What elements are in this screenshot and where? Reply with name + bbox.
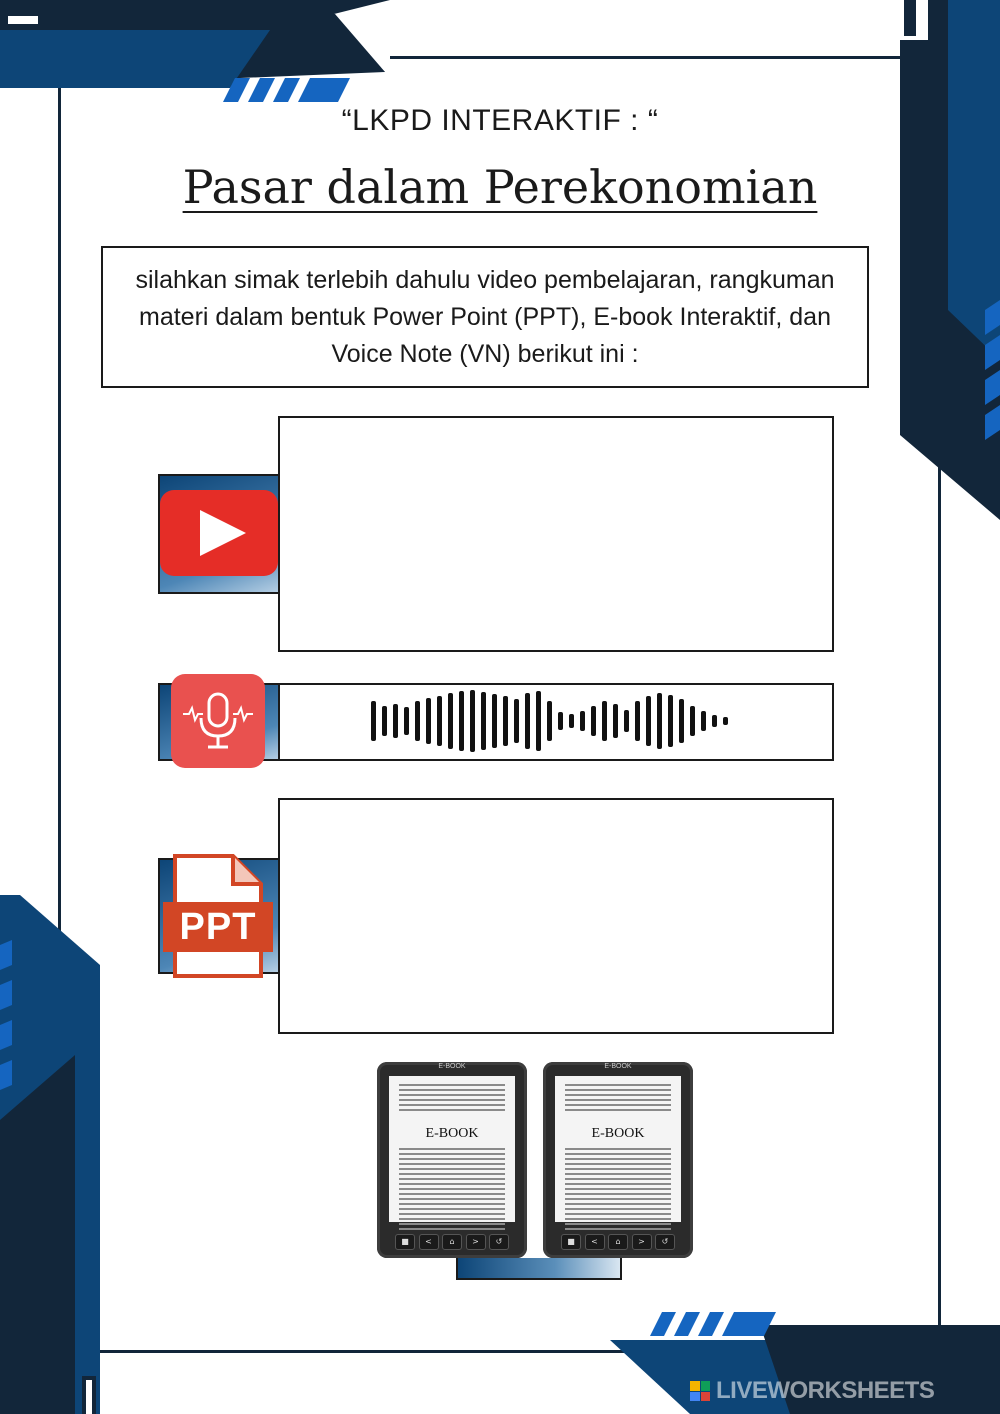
waveform-bar: [624, 710, 629, 732]
waveform-bar: [558, 712, 563, 730]
ppt-file-icon[interactable]: [163, 854, 273, 978]
waveform-bar: [448, 693, 453, 749]
waveform-bar: [525, 693, 530, 749]
waveform-bar: [657, 693, 662, 749]
worksheet-subtitle: “LKPD INTERAKTIF : “: [341, 104, 659, 137]
liveworksheets-logo-icon: [690, 1381, 710, 1401]
waveform-bar: [371, 701, 376, 741]
audio-waveform: [365, 685, 755, 757]
waveform-bar: [459, 691, 464, 751]
watermark-text: LIVEWORKSHEETS: [716, 1377, 935, 1404]
waveform-bar: [723, 717, 728, 725]
ebook-screen-title: E-BOOK: [425, 1126, 479, 1141]
waveform-bar: [382, 706, 387, 736]
waveform-bar: [668, 695, 673, 747]
waveform-bar: [536, 691, 541, 751]
waveform-bar: [404, 707, 409, 735]
waveform-bar: [646, 696, 651, 746]
ebook-reader-icon: E-BOOK E-BOOK ■ < ⌂ > ↺: [543, 1062, 693, 1258]
instruction-box: [101, 246, 869, 388]
youtube-play-icon[interactable]: [160, 490, 278, 576]
ebook-reader-icon: E-BOOK E-BOOK ■ < ⌂ > ↺: [377, 1062, 527, 1258]
liveworksheets-watermark: [690, 1376, 990, 1406]
waveform-bar: [580, 711, 585, 731]
ebook-screen-title: E-BOOK: [591, 1126, 645, 1141]
waveform-bar: [393, 704, 398, 738]
waveform-bar: [415, 701, 420, 741]
waveform-bar: [547, 701, 552, 741]
ppt-label: PPT: [179, 906, 257, 948]
waveform-bar: [635, 701, 640, 741]
ebook-top-label: E-BOOK: [604, 1063, 632, 1070]
waveform-bar: [701, 711, 706, 731]
waveform-bar: [514, 699, 519, 743]
page-title: [0, 160, 1000, 214]
waveform-bar: [492, 694, 497, 748]
microphone-icon[interactable]: [171, 674, 265, 768]
waveform-bar: [679, 699, 684, 743]
waveform-bar: [426, 698, 431, 744]
waveform-bar: [591, 706, 596, 736]
waveform-bar: [613, 704, 618, 738]
ebook-image[interactable]: [371, 1062, 707, 1258]
page-title-text: Pasar dalam Perekonomian: [182, 160, 818, 214]
waveform-bar: [481, 692, 486, 750]
waveform-bar: [712, 715, 717, 727]
waveform-bar: [470, 690, 475, 752]
waveform-bar: [690, 706, 695, 736]
video-embed-box[interactable]: [278, 416, 834, 652]
ebook-top-label: E-BOOK: [438, 1063, 466, 1070]
waveform-bar: [503, 696, 508, 746]
waveform-bar: [569, 714, 574, 728]
ppt-embed-box[interactable]: [278, 798, 834, 1034]
instruction-text: silahkan simak terlebih dahulu video pembelajaran, rangkuman materi dalam bentuk Power Point (PPT), E-book Interaktif, dan Voice Note (VN) berikut ini :: [135, 265, 835, 368]
waveform-bar: [437, 696, 442, 746]
waveform-bar: [602, 701, 607, 741]
